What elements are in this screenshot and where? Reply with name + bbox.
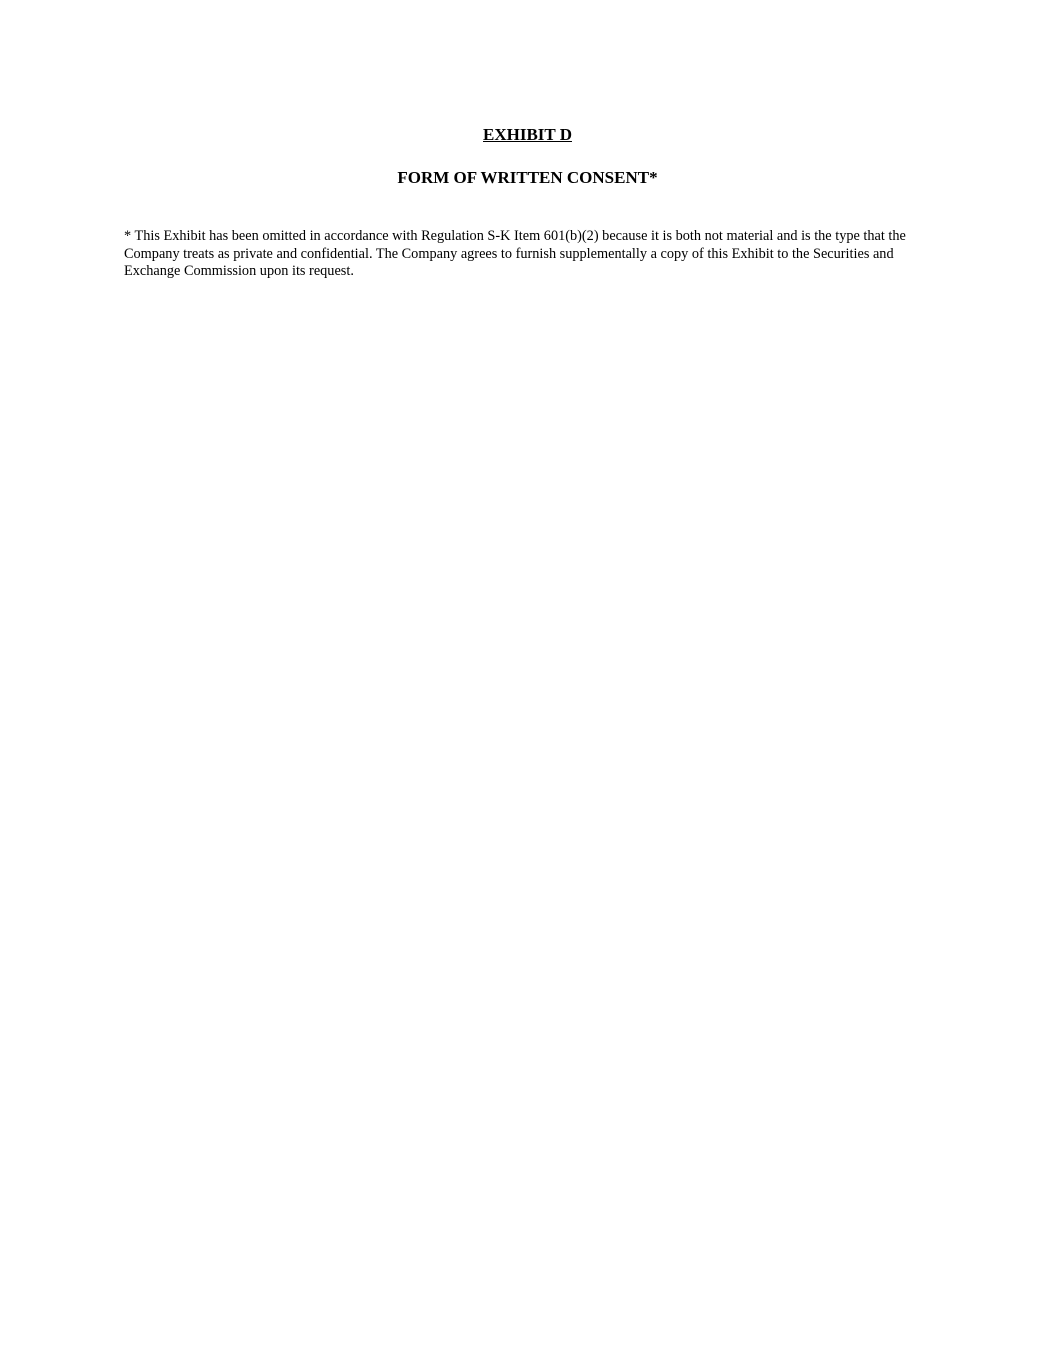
form-title: FORM OF WRITTEN CONSENT* (397, 168, 658, 187)
omission-footnote: * This Exhibit has been omitted in accordance with Regulation S-K Item 601(b)(2) because it is both not material and is the type that the Company treats as private and confidential. The Company agrees to furnish supplementally a copy of this Exhibit to the Securities and Exchange Commission upon its request. (124, 228, 906, 279)
exhibit-title: EXHIBIT D (483, 125, 572, 144)
